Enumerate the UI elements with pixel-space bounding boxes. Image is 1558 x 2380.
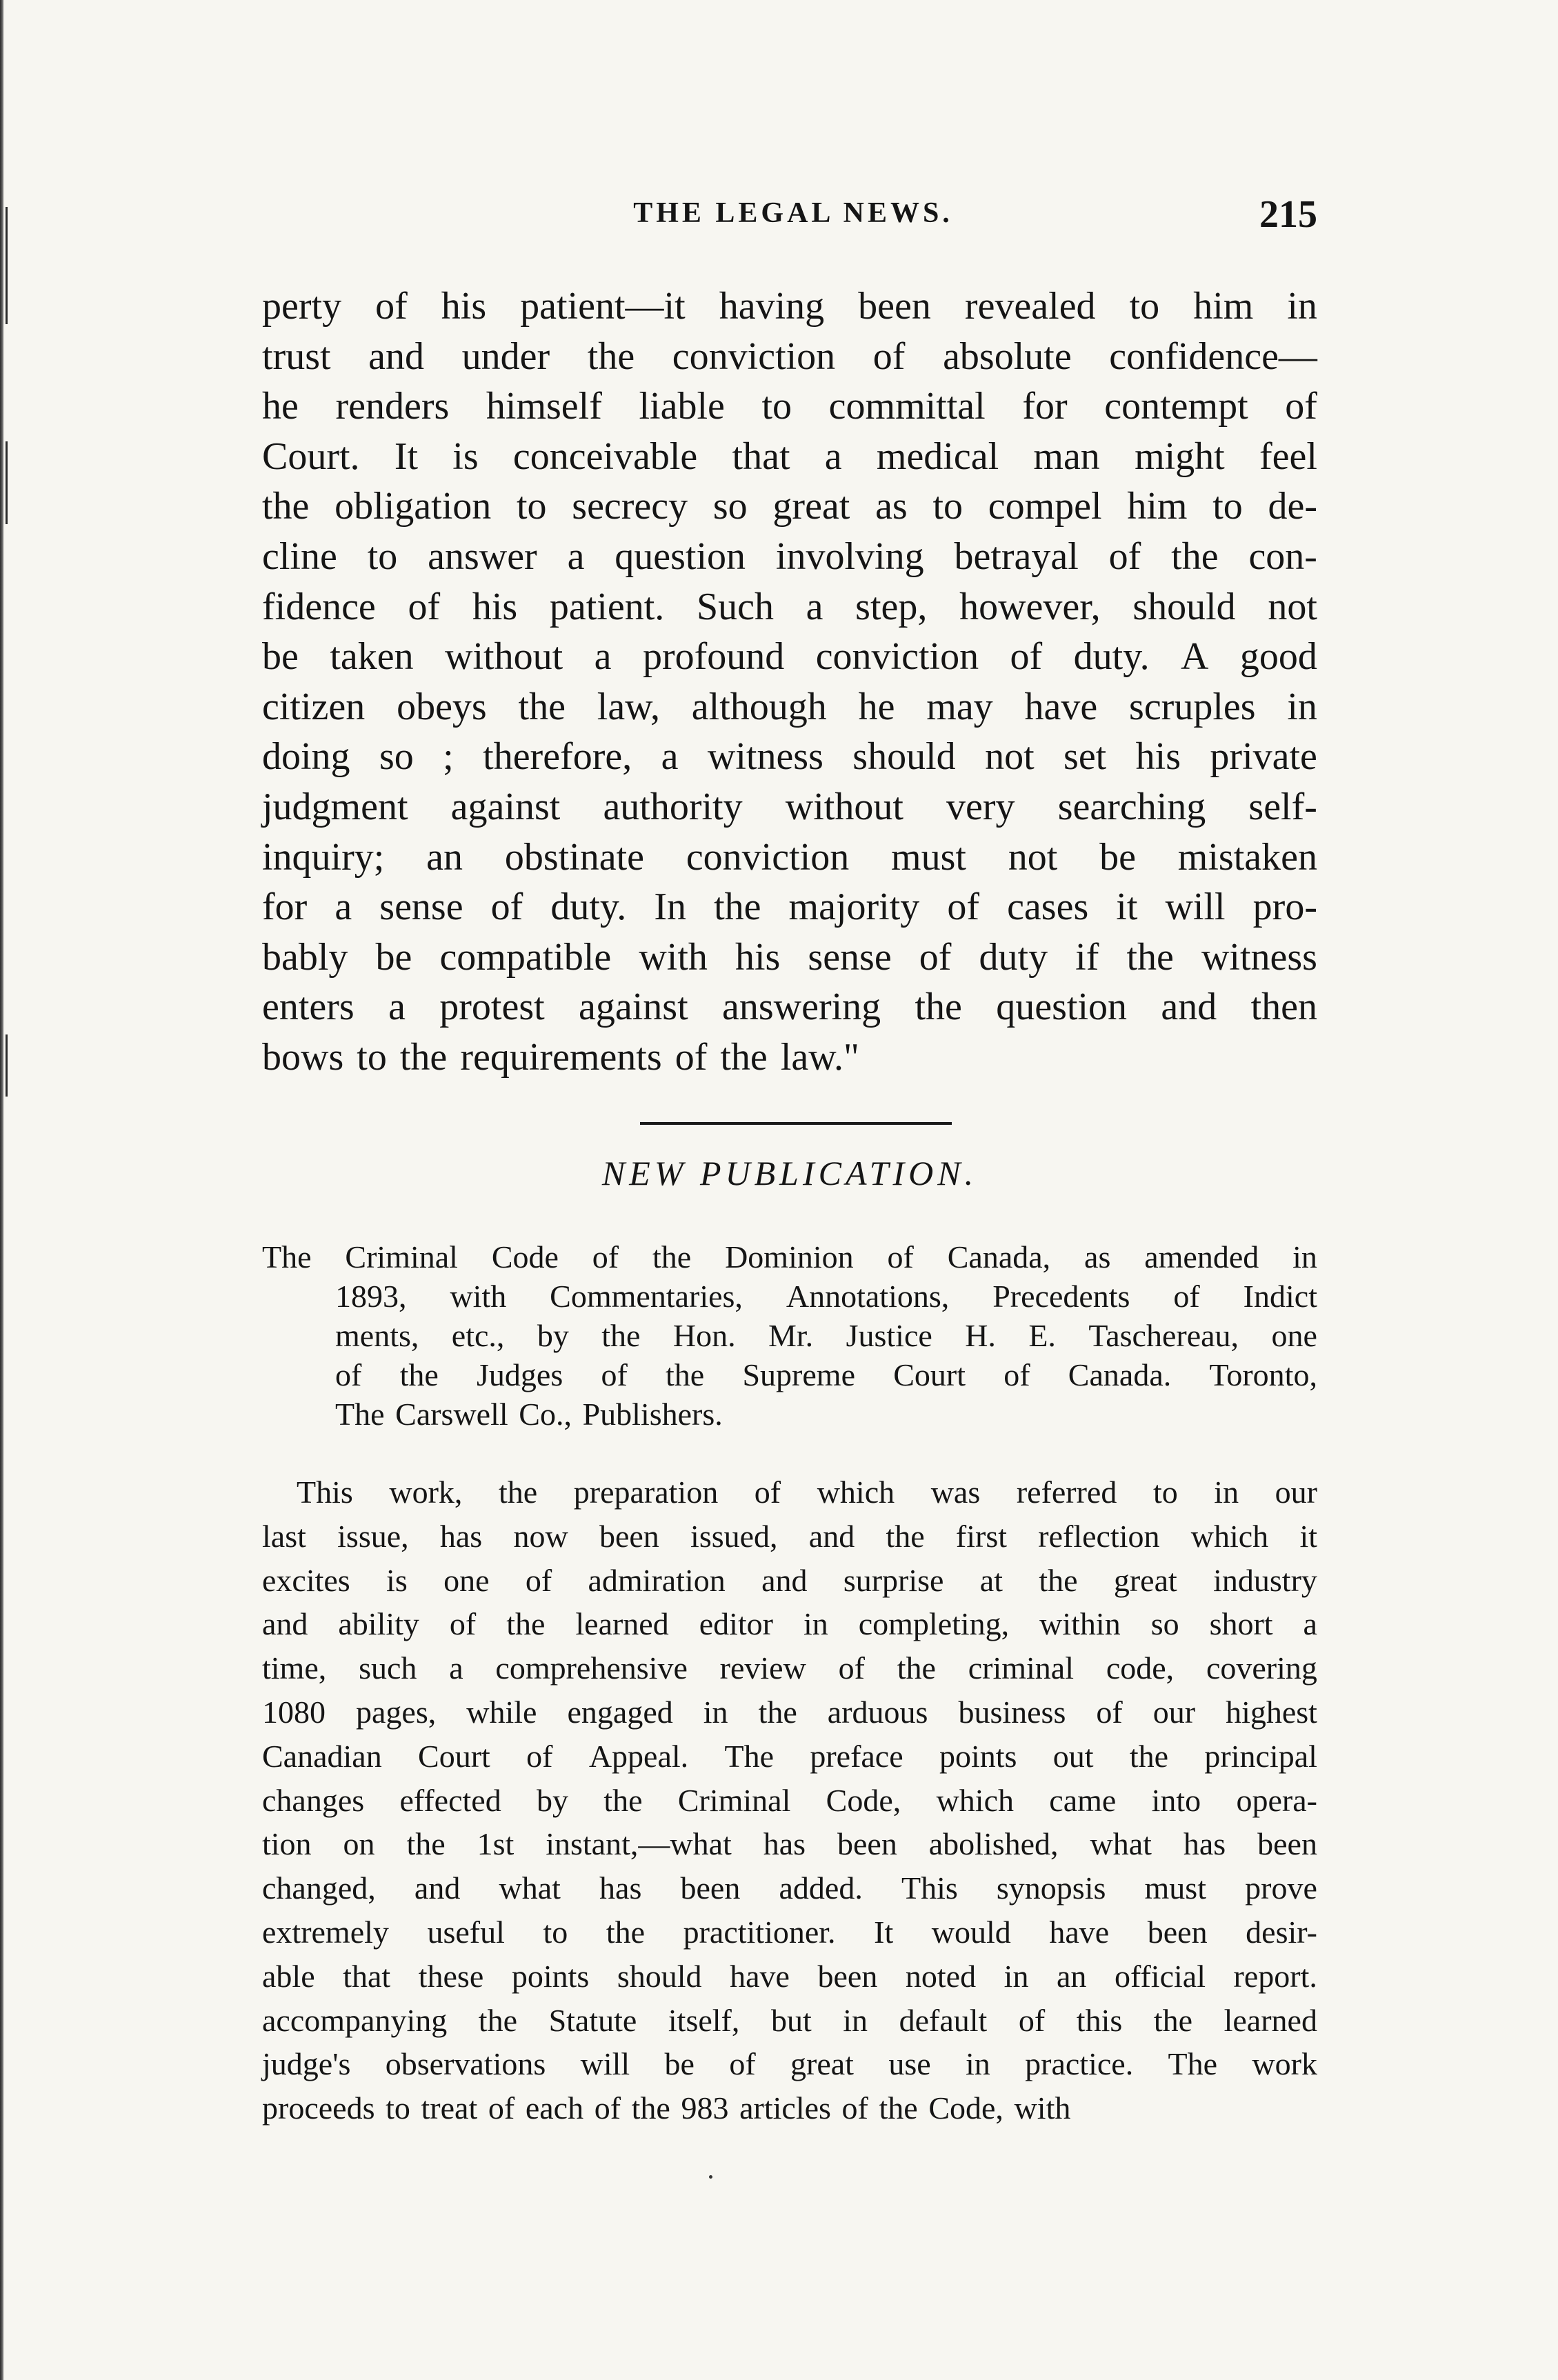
text-line: perty of his patient—it having been revealed to him in <box>262 285 1317 328</box>
journal-title: THE LEGAL NEWS. <box>633 197 953 229</box>
citation-line: ments, etc., by the Hon. Mr. Justice H. E. Taschereau, one <box>335 1318 1317 1353</box>
text-line: tion on the 1st instant,—what has been abolished, what has been <box>262 1826 1317 1862</box>
citation-line: 1893, with Commentaries, Annotations, Precedents of Indict <box>335 1279 1317 1314</box>
binding-mark <box>6 441 8 524</box>
page-edge-shadow <box>0 0 4 2380</box>
running-head <box>262 193 1324 252</box>
text-line: trust and under the conviction of absolute confidence— <box>262 334 1317 378</box>
text-line: last issue, has now been issued, and the first reflection which it <box>262 1518 1317 1554</box>
text-line: enters a protest against answering the question and then <box>262 986 1317 1029</box>
citation-line: The Carswell Co., Publishers. <box>335 1397 723 1432</box>
text-line: time, such a comprehensive review of the criminal code, covering <box>262 1650 1317 1686</box>
section-heading: NEW PUBLICATION. <box>601 1154 978 1192</box>
text-line: proceeds to treat of each of the 983 articles of the Code, with <box>262 2090 1071 2126</box>
text-line: bows to the requirements of the law." <box>262 1035 859 1079</box>
binding-mark <box>6 207 8 324</box>
text-line: This work, the preparation of which was referred to in our <box>297 1474 1317 1510</box>
text-line: excites is one of admiration and surprise at the great industry <box>262 1562 1317 1598</box>
text-line: inquiry; an obstinate conviction must not be mistaken <box>262 835 1317 879</box>
citation-line: The Criminal Code of the Dominion of Canada, as amended in <box>262 1239 1317 1274</box>
text-line: changes effected by the Criminal Code, which came into opera- <box>262 1782 1317 1818</box>
article-continuation <box>262 281 1317 1083</box>
text-line: able that these points should have been noted in an official report. <box>262 1958 1317 1994</box>
text-line: for a sense of duty. In the majority of cases it will pro- <box>262 886 1317 929</box>
text-line: doing so ; therefore, a witness should not set his private <box>262 735 1317 779</box>
text-line: accompanying the Statute itself, but in default of this the learned <box>262 2002 1317 2038</box>
text-line: cline to answer a question involving betrayal of the con- <box>262 534 1317 578</box>
text-line: the obligation to secrecy so great as to compel him to de- <box>262 485 1317 528</box>
text-line: extremely useful to the practitioner. It would have been desir- <box>262 1914 1317 1950</box>
text-line: be taken without a profound conviction of duty. A good <box>262 635 1317 679</box>
text-line: citizen obeys the law, although he may have scruples in <box>262 685 1317 728</box>
binding-mark <box>6 1034 8 1097</box>
text-line: Canadian Court of Appeal. The preface points out the principal <box>262 1738 1317 1774</box>
publication-review <box>262 1470 1317 2130</box>
text-line: bably be compatible with his sense of duty if the witness <box>262 935 1317 979</box>
text-line: and ability of the learned editor in completing, within so short a <box>262 1606 1317 1642</box>
ink-speck <box>709 2175 712 2179</box>
text-line: fidence of his patient. Such a step, however, should not <box>262 585 1317 628</box>
text-line: judge's observations will be of great use in practice. The work <box>262 2046 1317 2082</box>
text-line: Court. It is conceivable that a medical man might feel <box>262 434 1317 478</box>
text-line: he renders himself liable to committal for contempt of <box>262 385 1317 428</box>
citation-line: of the Judges of the Supreme Court of Canada. Toronto, <box>335 1357 1317 1392</box>
publication-citation <box>262 1237 1317 1434</box>
text-line: changed, and what has been added. This synopsis must prove <box>262 1870 1317 1906</box>
text-line: 1080 pages, while engaged in the arduous business of our highest <box>262 1694 1317 1730</box>
text-line: judgment against authority without very searching self- <box>262 785 1317 828</box>
section-divider <box>640 1122 952 1125</box>
page-number: 215 <box>1259 193 1317 236</box>
